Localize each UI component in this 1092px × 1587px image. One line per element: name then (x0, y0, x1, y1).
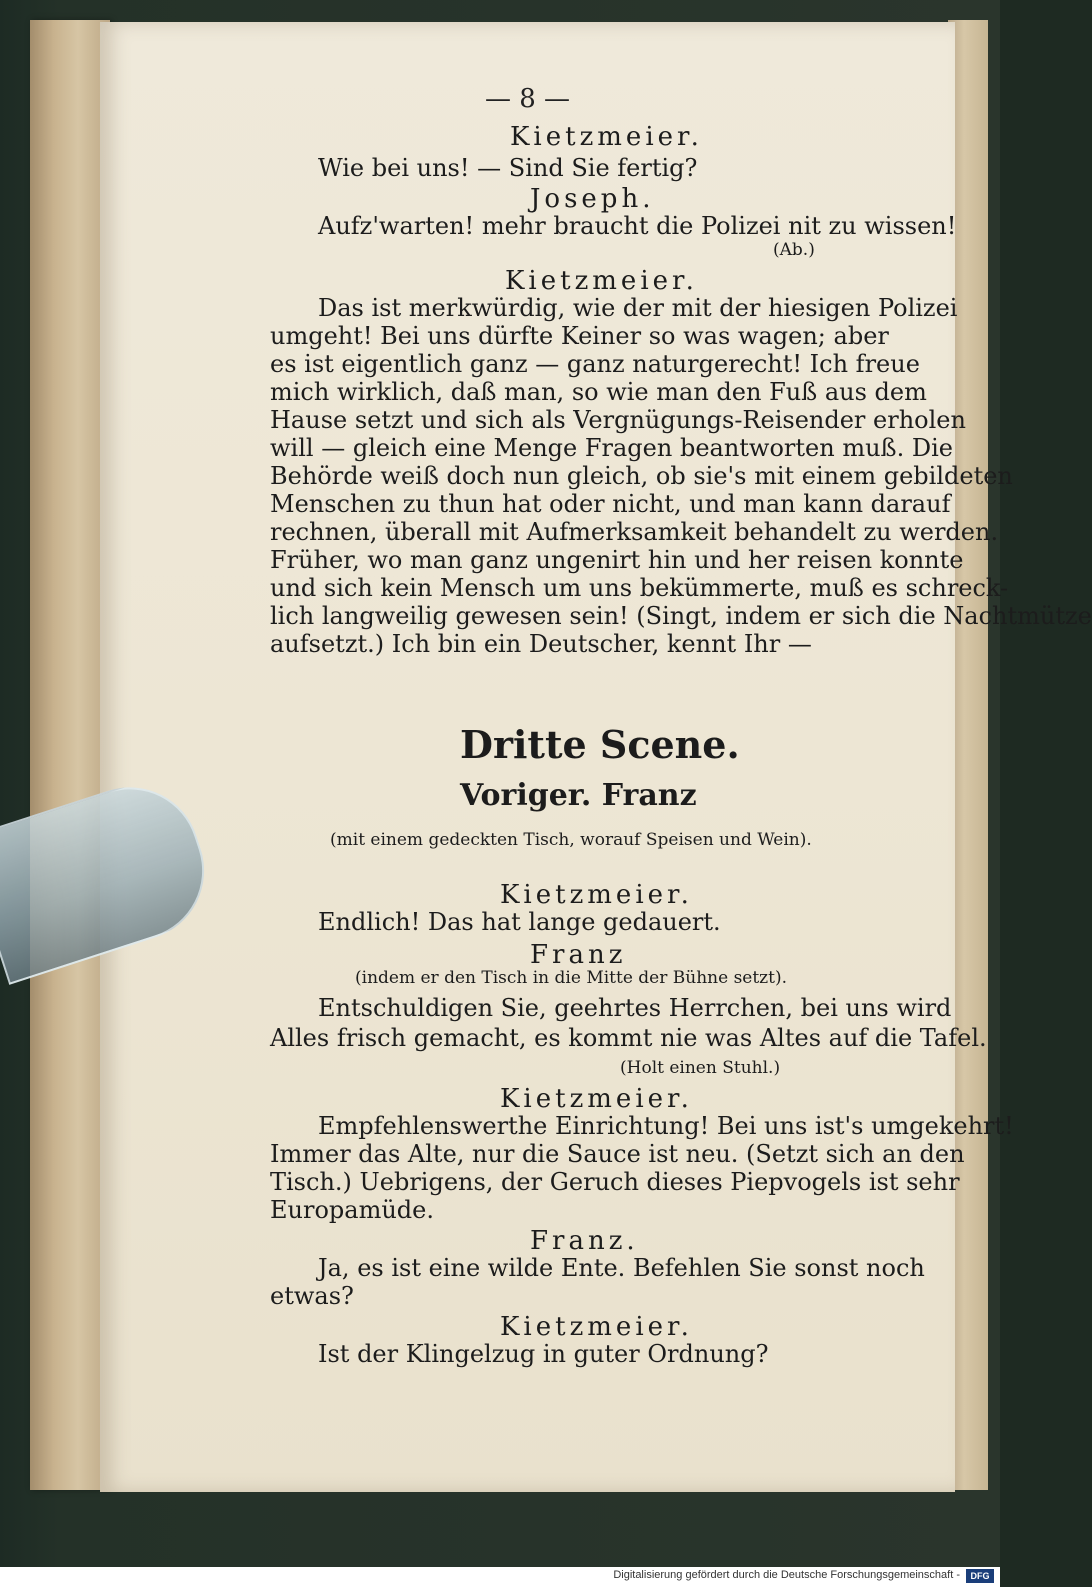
dialogue-line: Aufz'warten! mehr braucht die Polizei nit zu wissen! (318, 212, 957, 240)
stage-direction: (Holt einen Stuhl.) (620, 1058, 781, 1078)
dialogue-line: Tisch.) Uebrigens, der Geruch dieses Piepvogels ist sehr (270, 1168, 960, 1196)
dialogue-line: Wie bei uns! — Sind Sie fertig? (318, 154, 698, 182)
dialogue-line: Empfehlenswerthe Einrichtung! Bei uns ist's umgekehrt! (318, 1112, 1014, 1140)
dialogue-line: mich wirklich, daß man, so wie man den Fuß aus dem (270, 378, 927, 406)
dialogue-line: Ja, es ist eine wilde Ente. Befehlen Sie sonst noch (318, 1254, 925, 1282)
dialogue-line: lich langweilig gewesen sein! (Singt, indem er sich die Nachtmütze (270, 602, 1092, 630)
dialogue-line: Entschuldigen Sie, geehrtes Herrchen, bei uns wird (318, 994, 952, 1022)
page-number: — 8 — (484, 84, 571, 114)
dialogue-line: Behörde weiß doch nun gleich, ob sie's mit einem gebildeten (270, 462, 1013, 490)
speaker-label: Kietzmeier. (510, 122, 703, 152)
speaker-label: Joseph. (530, 184, 655, 214)
funding-credit: Digitalisierung gefördert durch die Deutsche Forschungsgemeinschaft - (613, 1569, 960, 1581)
dialogue-line: umgeht! Bei uns dürfte Keiner so was wagen; aber (270, 322, 889, 350)
speaker-label: Kietzmeier. (505, 266, 698, 296)
dialogue-line: Europamüde. (270, 1196, 434, 1224)
dialogue-line: Ist der Klingelzug in guter Ordnung? (318, 1340, 769, 1368)
book-page (100, 22, 1092, 1492)
stage-direction: (indem er den Tisch in die Mitte der Bühne setzt). (355, 968, 788, 988)
book-left-edge (30, 20, 110, 1490)
dialogue-line: etwas? (270, 1282, 354, 1310)
stage-direction: (mit einem gedeckten Tisch, worauf Speisen und Wein). (330, 830, 812, 850)
dialogue-line: Endlich! Das hat lange gedauert. (318, 908, 721, 936)
dialogue-line: Immer das Alte, nur die Sauce ist neu. (Setzt sich an den (270, 1140, 965, 1168)
speaker-label: Kietzmeier. (500, 1312, 693, 1342)
speaker-label: Franz. (530, 1226, 639, 1256)
dialogue-line: es ist eigentlich ganz — ganz naturgerecht! Ich freue (270, 350, 920, 378)
speaker-label: Kietzmeier. (500, 1084, 693, 1114)
dialogue-line: rechnen, überall mit Aufmerksamkeit behandelt zu werden. (270, 518, 999, 546)
dialogue-line: Das ist merkwürdig, wie der mit der hiesigen Polizei (318, 294, 958, 322)
dialogue-line: Hause setzt und sich als Vergnügungs-Reisender erholen (270, 406, 966, 434)
dialogue-line: Früher, wo man ganz ungenirt hin und her reisen konnte (270, 546, 964, 574)
stage-direction: (Ab.) (773, 240, 815, 260)
scene-characters: Voriger. Franz (460, 778, 697, 813)
speaker-label: Kietzmeier. (500, 880, 693, 910)
dialogue-line: und sich kein Mensch um uns bekümmerte, muß es schreck- (270, 574, 1009, 602)
dialogue-line: Menschen zu thun hat oder nicht, und man kann darauf (270, 490, 951, 518)
dialogue-line: will — gleich eine Menge Fragen beantworten muß. Die (270, 434, 953, 462)
dialogue-line: Alles frisch gemacht, es kommt nie was Altes auf die Tafel. (270, 1024, 987, 1052)
scene-heading: Dritte Scene. (460, 722, 740, 767)
speaker-label: Franz (530, 940, 627, 970)
dialogue-line: aufsetzt.) Ich bin ein Deutscher, kennt Ihr — (270, 630, 812, 658)
dfg-logo: DFG (966, 1569, 994, 1583)
